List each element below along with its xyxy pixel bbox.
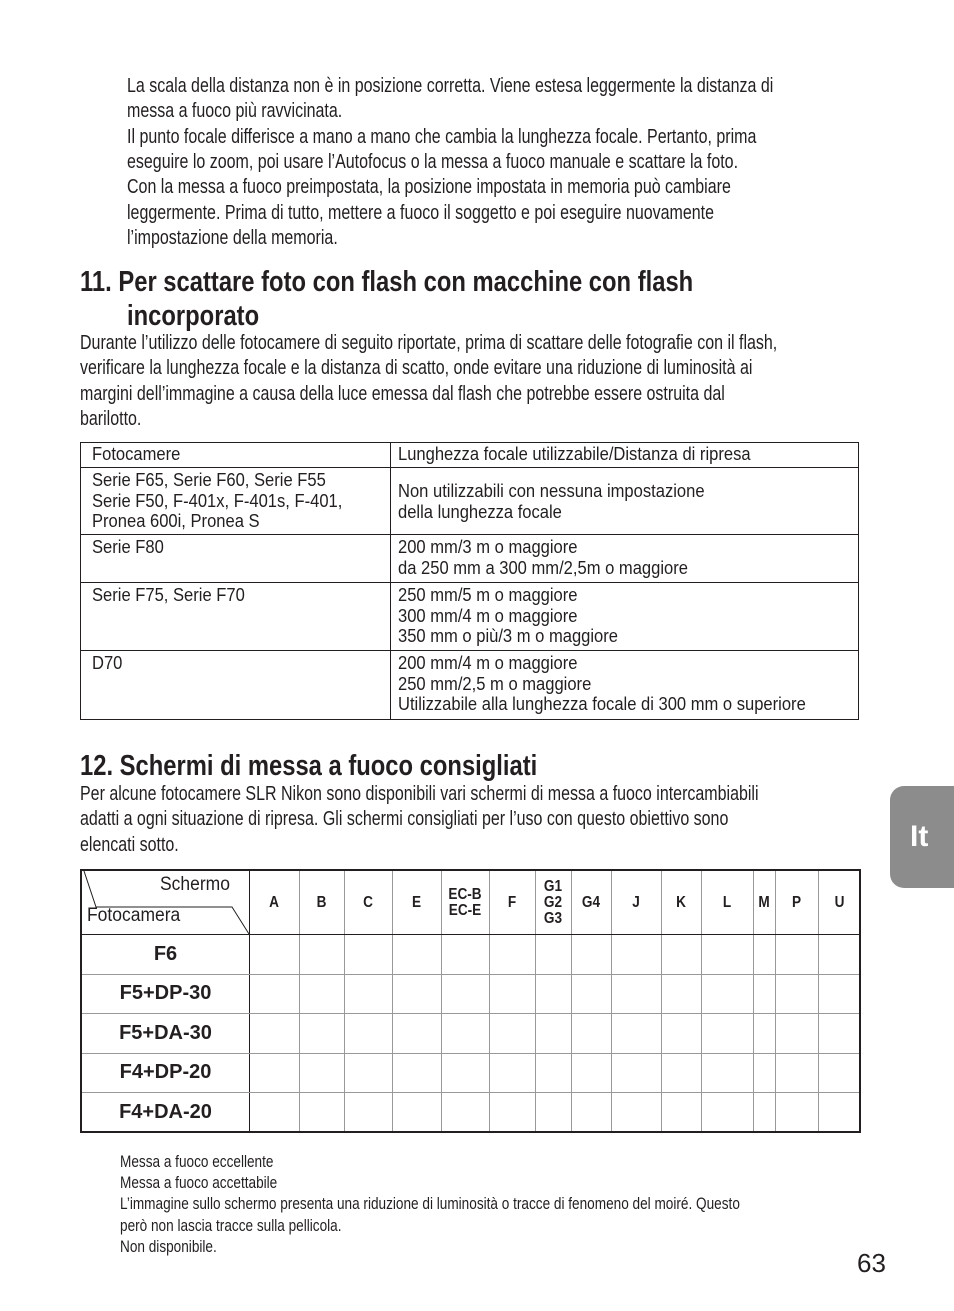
value-cell: 250 mm/5 m o maggiore bbox=[398, 585, 578, 605]
value-cell: 200 mm/4 m o maggiore bbox=[398, 653, 578, 673]
intro-line: La scala della distanza non è in posizione corretta. Viene estesa leggermente la distanza di bbox=[127, 75, 774, 97]
row-divider bbox=[81, 534, 858, 535]
intro-line: Il punto focale differisce a mano a mano che cambia la lunghezza focale. Pertanto, prima bbox=[127, 125, 757, 148]
language-tab-label: It bbox=[910, 820, 929, 853]
value-cell: Utilizzabile alla lunghezza focale di 300 mm o superiore bbox=[398, 694, 806, 714]
screen-column-header: G1 G2 G3 bbox=[543, 878, 563, 927]
row-divider bbox=[81, 467, 858, 468]
camera-cell: Serie F65, Serie F60, Serie F55 bbox=[92, 470, 326, 490]
screen-column-header: U bbox=[834, 894, 845, 911]
section-11-title: incorporato bbox=[127, 300, 260, 332]
column-divider bbox=[390, 443, 391, 719]
section-11-line: verificare la lunghezza focale e la distanza di scatto, onde evitare una riduzione di luminosità ai bbox=[80, 357, 753, 380]
legend-line: L’immagine sullo schermo presenta una riduzione di luminosità o tracce di fenomeno del moiré. Questo bbox=[120, 1194, 740, 1214]
legend-line: Messa a fuoco accettabile bbox=[120, 1173, 278, 1193]
row-divider bbox=[81, 650, 858, 651]
value-cell: da 250 mm a 300 mm/2,5m o maggiore bbox=[398, 557, 688, 578]
section-11-line: barilotto. bbox=[80, 407, 142, 430]
camera-cell: Serie F80 bbox=[92, 537, 164, 557]
section-12-line: elencati sotto. bbox=[80, 833, 179, 856]
intro-line: leggermente. Prima di tutto, mettere a fuoco il soggetto e poi eseguire nuovamente bbox=[127, 201, 715, 224]
language-tab bbox=[890, 786, 954, 888]
section-11-line: margini dell’immagine a causa della luce emessa dal flash che potrebbe essere ostruita dal bbox=[80, 382, 725, 405]
intro-line: messa a fuoco più ravvicinata. bbox=[127, 100, 343, 123]
camera-row-header: F4+DP-20 bbox=[119, 1061, 212, 1083]
focusing-screen-table bbox=[80, 869, 861, 1133]
value-cell: 350 mm o più/3 m o maggiore bbox=[398, 626, 618, 646]
value-cell: Non utilizzabili con nessuna impostazione bbox=[398, 481, 705, 501]
legend-line: Non disponibile. bbox=[120, 1236, 217, 1256]
screen-column-header: P bbox=[791, 894, 802, 911]
screen-column-header: E bbox=[411, 894, 422, 911]
screen-column-header: M bbox=[758, 894, 770, 911]
camera-cell: Serie F50, F-401x, F-401s, F-401, bbox=[92, 490, 343, 511]
legend-line: però non lascia tracce sulla pellicola. bbox=[120, 1215, 342, 1235]
camera-row-header: F4+DA-20 bbox=[119, 1100, 212, 1123]
value-cell: 200 mm/3 m o maggiore bbox=[398, 537, 578, 557]
intro-line: eseguire lo zoom, poi usare l’Autofocus o la messa a fuoco manuale e scattare la foto. bbox=[127, 150, 739, 173]
section-12-line: Per alcune fotocamere SLR Nikon sono disponibili vari schermi di messa a fuoco intercambiabili bbox=[80, 783, 759, 805]
page-number: 63 bbox=[857, 1248, 886, 1278]
camera-row-header: F5+DA-30 bbox=[119, 1021, 212, 1044]
screen-column-header: B bbox=[316, 894, 327, 911]
intro-line: Con la messa a fuoco preimpostata, la posizione impostata in memoria può cambiare bbox=[127, 176, 731, 199]
screen-column-header: F bbox=[507, 894, 517, 911]
screen-column-header: K bbox=[676, 894, 686, 911]
value-cell: 250 mm/2,5 m o maggiore bbox=[398, 673, 592, 694]
section-11-title: 11. Per scattare foto con flash con macchine con flash bbox=[80, 266, 694, 298]
section-11-line: Durante l’utilizzo delle fotocamere di seguito riportate, prima di scattare delle fotografie con il flash, bbox=[80, 332, 778, 354]
value-cell: della lunghezza focale bbox=[398, 501, 562, 522]
column-header: Lunghezza focale utilizzabile/Distanza di ripresa bbox=[398, 444, 751, 464]
corner-label-camera: Fotocamera bbox=[87, 905, 181, 926]
corner-label-screen: Schermo bbox=[160, 874, 230, 895]
camera-row-header: F5+DP-30 bbox=[119, 982, 212, 1004]
row-divider bbox=[81, 582, 858, 583]
screen-column-header: L bbox=[722, 894, 732, 911]
screen-column-header: J bbox=[632, 894, 640, 911]
value-cell: 300 mm/4 m o maggiore bbox=[398, 605, 578, 626]
camera-cell: D70 bbox=[92, 653, 123, 673]
camera-cell: Pronea 600i, Pronea S bbox=[92, 511, 260, 531]
column-header: Fotocamere bbox=[92, 444, 181, 464]
section-12-line: adatti a ogni situazione di ripresa. Gli schermi consigliati per l’uso con questo obiettivo sono bbox=[80, 808, 729, 831]
screen-column-header: C bbox=[363, 894, 373, 911]
legend-line: Messa a fuoco eccellente bbox=[120, 1152, 274, 1171]
screen-column-header: G4 bbox=[581, 894, 601, 911]
section-12-title: 12. Schermi di messa a fuoco consigliati bbox=[80, 750, 538, 782]
camera-row-header: F6 bbox=[153, 942, 178, 965]
intro-line: l’impostazione della memoria. bbox=[127, 226, 338, 249]
flash-focal-length-table bbox=[80, 442, 859, 720]
camera-cell: Serie F75, Serie F70 bbox=[92, 585, 245, 605]
screen-column-header: A bbox=[269, 894, 279, 911]
screen-column-header: EC-B EC-E bbox=[448, 886, 482, 919]
